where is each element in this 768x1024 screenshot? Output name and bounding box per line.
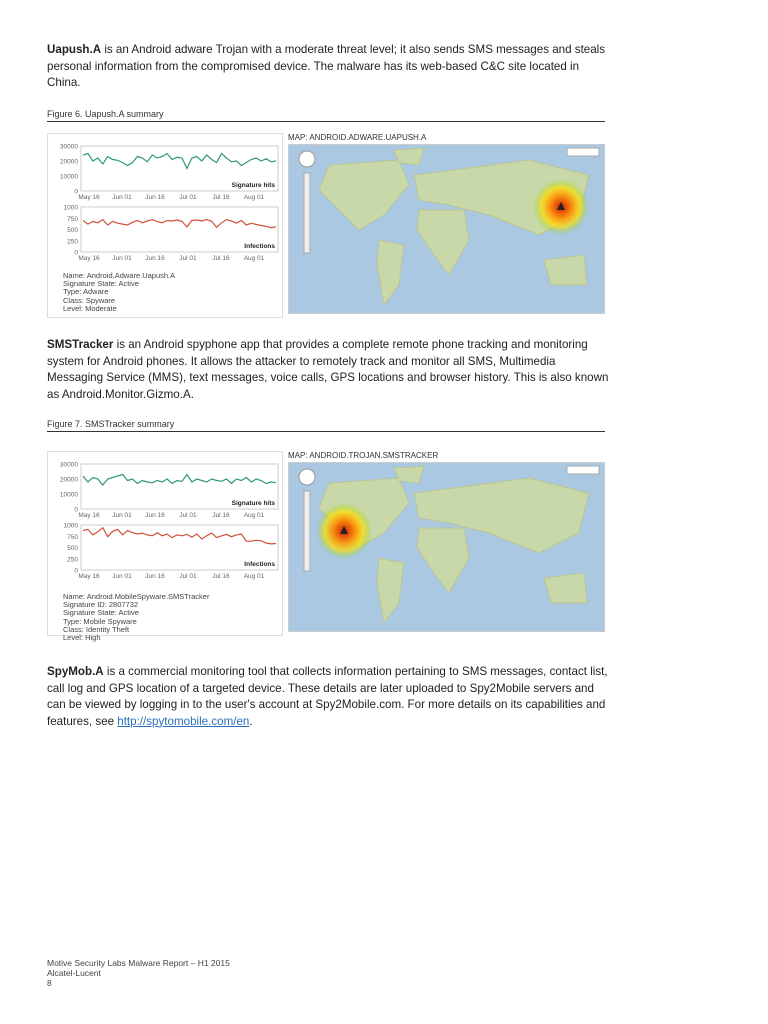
infections-legend-label: Infections <box>244 561 275 568</box>
x-tick-label: Jun 16 <box>145 573 165 580</box>
x-tick-label: Jul 16 <box>212 573 230 580</box>
y-tick-label: 20000 <box>59 476 78 484</box>
text: is a commercial monitoring tool that collects information pertaining to SMS messages, contact list, call log and GPS location of a targeted device. These details are later uploaded to Spy2Mobile servers and can be viewed by logging in to the user's account at Spy2Mobile.com. For more details on its capabilities and features, see <box>47 665 608 728</box>
y-tick-label: 1000 <box>63 522 78 530</box>
x-tick-label: Jul 16 <box>212 194 230 201</box>
greenland-landmass <box>394 148 424 165</box>
figure-smstracker <box>47 451 605 643</box>
x-tick-label: Aug 01 <box>243 573 265 580</box>
x-tick-label: Jul 01 <box>179 194 197 201</box>
info-line: Type: Adware <box>63 287 109 297</box>
y-tick-label: 10000 <box>59 173 78 181</box>
map-type-control[interactable] <box>567 466 599 474</box>
figure-uapush <box>47 133 605 318</box>
world-map[interactable] <box>288 462 605 632</box>
y-tick-label: 30000 <box>59 461 78 469</box>
pan-control[interactable] <box>299 151 315 167</box>
x-tick-label: Jul 01 <box>179 512 197 519</box>
x-tick-label: Jul 16 <box>212 255 230 262</box>
x-tick-label: Jun 01 <box>112 573 132 580</box>
info-line: Level: Moderate <box>63 303 117 313</box>
x-tick-label: Jun 16 <box>145 255 165 262</box>
zoom-slider[interactable] <box>304 173 310 253</box>
x-tick-label: Jul 01 <box>179 255 197 262</box>
x-tick-label: Jun 16 <box>145 512 165 519</box>
report-title: Motive Security Labs Malware Report – H1 2015 <box>47 958 230 968</box>
term: SpyMob.A <box>47 665 104 678</box>
x-tick-label: Aug 01 <box>243 255 265 262</box>
term: Uapush.A <box>47 43 102 56</box>
infections-series-line <box>83 528 276 544</box>
y-tick-label: 750 <box>67 215 78 223</box>
trend-charts <box>47 133 283 318</box>
x-tick-label: May 16 <box>78 573 100 580</box>
y-tick-label: 0 <box>74 249 78 257</box>
y-tick-label: 10000 <box>59 491 78 499</box>
map-title: MAP: ANDROID.TROJAN.SMSTRACKER <box>288 451 439 460</box>
text: . <box>249 714 253 728</box>
y-tick-label: 0 <box>74 567 78 575</box>
spytomobile-link[interactable]: http://spytomobile.com/en <box>117 714 250 728</box>
y-tick-label: 250 <box>67 556 78 564</box>
footer <box>47 958 230 988</box>
company: Alcatel-Lucent <box>47 968 101 978</box>
y-tick-label: 0 <box>74 506 78 514</box>
x-tick-label: Jun 01 <box>112 194 132 201</box>
paragraph-spymob <box>47 664 609 730</box>
zoom-slider[interactable] <box>304 491 310 571</box>
x-tick-label: Jun 01 <box>112 255 132 262</box>
figure-caption: Figure 6. Uapush.A summary <box>47 109 605 122</box>
hits-series-line <box>83 475 276 486</box>
y-tick-label: 30000 <box>59 143 78 151</box>
hits-legend-label: Signature hits <box>231 500 275 507</box>
pan-control[interactable] <box>299 469 315 485</box>
hits-legend-label: Signature hits <box>231 182 275 189</box>
info-line: Name: Android.MobileSpyware.SMSTracker <box>63 592 210 601</box>
info-line: Signature State: Active <box>63 608 139 618</box>
info-line: Class: Identity Theft <box>63 624 130 634</box>
x-tick-label: Jul 01 <box>179 573 197 580</box>
map-title: MAP: ANDROID.ADWARE.UAPUSH.A <box>288 133 427 142</box>
info-line: Class: Spyware <box>63 295 116 305</box>
map-type-control[interactable] <box>567 148 599 156</box>
x-tick-label: May 16 <box>78 194 100 201</box>
trend-charts <box>47 451 283 643</box>
x-tick-label: Aug 01 <box>243 512 265 519</box>
info-line: Signature ID: 2807732 <box>63 600 139 610</box>
y-tick-label: 250 <box>67 238 78 246</box>
signature-info <box>63 593 209 642</box>
term: SMSTracker <box>47 338 114 351</box>
hits-series-line <box>83 154 276 169</box>
y-tick-label: 500 <box>67 545 78 552</box>
x-tick-label: May 16 <box>78 255 100 262</box>
infections-legend-label: Infections <box>244 243 275 250</box>
infections-series-line <box>83 220 276 228</box>
world-map[interactable] <box>288 144 605 314</box>
signature-info <box>63 272 175 313</box>
info-line: Signature State: Active <box>63 279 139 289</box>
info-line: Level: High <box>63 633 101 643</box>
paragraph-uapush <box>47 42 609 92</box>
page-number: 8 <box>47 978 52 988</box>
x-tick-label: May 16 <box>78 512 100 519</box>
australia-landmass <box>544 573 587 603</box>
australia-landmass <box>544 255 587 285</box>
figure-caption: Figure 7. SMSTracker summary <box>47 419 605 432</box>
info-line: Name: Android.Adware.Uapush.A <box>63 271 176 280</box>
x-tick-label: Jul 16 <box>212 512 230 519</box>
text: is an Android spyphone app that provides a complete remote phone tracking and monitoring system for Android phones. It allows the attacker to remotely track and monitor all SMS, Multimedia Messaging Service (MMS), text messages, voice calls, GPS locations and browser history. This is also known as Android.Monitor.Gizmo.A. <box>47 338 609 401</box>
x-tick-label: Aug 01 <box>243 194 265 201</box>
paragraph-smstracker <box>47 337 609 403</box>
x-tick-label: Jun 01 <box>112 512 132 519</box>
y-tick-label: 1000 <box>63 204 78 212</box>
y-tick-label: 500 <box>67 227 78 234</box>
x-tick-label: Jun 16 <box>145 194 165 201</box>
y-tick-label: 20000 <box>59 158 78 166</box>
greenland-landmass <box>394 466 424 483</box>
text: is an Android adware Trojan with a moderate threat level; it also sends SMS messages and steals personal information from the compromised device. The malware has its web-based C&C site located in China. <box>47 43 606 89</box>
y-tick-label: 0 <box>74 188 78 196</box>
y-tick-label: 750 <box>67 533 78 541</box>
info-line: Type: Mobile Spyware <box>63 616 137 626</box>
